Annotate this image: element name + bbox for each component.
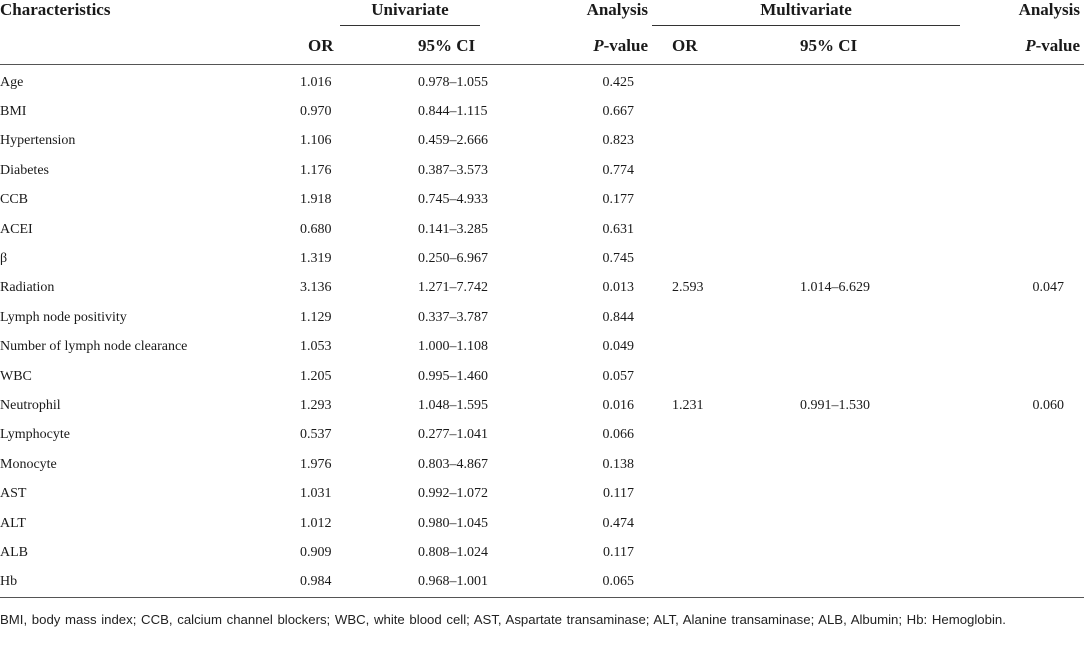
cell-multi-p-value [960, 244, 1084, 273]
cell-multi-ci [760, 568, 960, 598]
table-row [0, 568, 1084, 598]
cell-multi-or [652, 479, 760, 508]
cell-multi-p-value [960, 362, 1084, 391]
cell-or: 1.012 [300, 515, 332, 531]
cell-or: 1.053 [300, 339, 332, 355]
table-row [0, 127, 1084, 156]
cell-ci: 0.968–1.001 [388, 568, 512, 598]
cell-characteristic: Radiation [0, 280, 55, 296]
cell-or: 1.918 [300, 192, 332, 208]
cell-or: 3.136 [300, 280, 332, 296]
cell-or: 0.537 [300, 427, 332, 443]
table-row [0, 65, 1084, 98]
cell-ci: 0.141–3.285 [418, 221, 488, 237]
cell-p-value: 0.844 [602, 309, 634, 325]
cell-or: 0.680 [300, 221, 332, 237]
header-multivariate-group [652, 0, 960, 28]
header-multi-or: OR [672, 36, 698, 55]
cell-or: 1.176 [300, 162, 332, 178]
cell-multi-or [652, 127, 760, 156]
cell-ci: 0.978–1.055 [418, 74, 488, 90]
table-row [0, 156, 1084, 185]
cell-p-value: 0.138 [602, 456, 634, 472]
cell-multi-p-value [960, 333, 1084, 362]
table-row [0, 538, 1084, 567]
cell-multi-p-value [960, 303, 1084, 332]
header-multi-ci: 95% CI [800, 36, 858, 55]
cell-or: 1.016 [300, 74, 332, 90]
table-row [0, 479, 1084, 508]
cell-p-value: 0.631 [602, 221, 634, 237]
cell-ci: 0.387–3.573 [418, 162, 488, 178]
cell-multi-ci [760, 538, 960, 567]
header-multi-p-value [960, 28, 1084, 65]
table-row [0, 362, 1084, 391]
cell-or: 1.106 [300, 133, 332, 149]
table-row [0, 421, 1084, 450]
cell-characteristic: WBC [0, 368, 32, 384]
cell-multi-p-value [960, 450, 1084, 479]
cell-characteristic: BMI [0, 104, 27, 120]
cell-ci: 0.844–1.115 [418, 104, 488, 120]
cell-characteristic: Age [0, 74, 24, 90]
cell-or: 0.909 [300, 544, 332, 560]
table-row [0, 450, 1084, 479]
cell-multi-ci: 1.014–6.629 [800, 280, 870, 296]
cell-multi-ci [760, 186, 960, 215]
cell-ci: 0.250–6.967 [418, 251, 488, 267]
table-row [0, 303, 1084, 332]
cell-multi-p-value [960, 421, 1084, 450]
cell-ci: 0.277–1.041 [418, 427, 488, 443]
cell-ci: 0.995–1.460 [418, 368, 488, 384]
cell-multi-p-value [960, 538, 1084, 567]
cell-multi-ci [760, 127, 960, 156]
cell-multi-ci [760, 421, 960, 450]
cell-multi-or [652, 244, 760, 273]
cell-p-value: 0.016 [602, 397, 634, 413]
cell-multi-or [652, 450, 760, 479]
cell-characteristic: Hb [0, 568, 300, 598]
cell-multi-p-value [960, 186, 1084, 215]
cell-p-value: 0.049 [602, 339, 634, 355]
cell-characteristic: Diabetes [0, 162, 49, 178]
cell-p-value: 0.177 [602, 192, 634, 208]
cell-characteristic: ACEI [0, 221, 33, 237]
cell-p-value: 0.774 [602, 162, 634, 178]
header-analysis-multivariate: Analysis [1018, 0, 1080, 19]
cell-characteristic: Number of lymph node clearance [0, 339, 188, 355]
cell-p-value: 0.667 [602, 104, 634, 120]
cell-multi-or [652, 65, 760, 98]
cell-or: 1.319 [300, 251, 332, 267]
header-characteristics: Characteristics [0, 0, 111, 19]
cell-multi-ci [760, 362, 960, 391]
cell-multi-p-value [960, 479, 1084, 508]
cell-multi-ci [760, 450, 960, 479]
cell-characteristic: ALT [0, 515, 26, 531]
cell-multi-ci [760, 65, 960, 98]
cell-multi-ci: 0.991–1.530 [800, 397, 870, 413]
cell-characteristic: CCB [0, 192, 29, 208]
cell-multi-p-value: 0.060 [1032, 397, 1064, 413]
cell-multi-or [652, 362, 760, 391]
header-row-columns [0, 28, 1084, 65]
header-p-value [512, 28, 652, 65]
header-p-italic: P [593, 36, 604, 55]
cell-multi-ci [760, 333, 960, 362]
cell-characteristic: Lymph node positivity [0, 309, 127, 325]
cell-or: 1.293 [300, 397, 332, 413]
header-ci: 95% CI [418, 36, 476, 55]
cell-characteristic: Hypertension [0, 133, 76, 149]
table-row [0, 274, 1084, 303]
cell-ci: 0.459–2.666 [418, 133, 488, 149]
table-row [0, 215, 1084, 244]
cell-multi-or [652, 538, 760, 567]
cell-characteristic: AST [0, 486, 27, 502]
cell-p-value: 0.745 [602, 251, 634, 267]
cell-or: 1.129 [300, 309, 332, 325]
cell-multi-or [652, 421, 760, 450]
cell-characteristic: Monocyte [0, 456, 57, 472]
cell-multi-ci [760, 244, 960, 273]
table-row [0, 333, 1084, 362]
cell-multi-or [652, 509, 760, 538]
table-row [0, 391, 1084, 420]
cell-ci: 1.000–1.108 [418, 339, 488, 355]
cell-or: 0.970 [300, 104, 332, 120]
header-empty [0, 28, 300, 65]
table-row [0, 97, 1084, 126]
cell-p-value: 0.065 [512, 568, 652, 598]
cell-p-value: 0.013 [602, 280, 634, 296]
cell-multi-p-value [960, 156, 1084, 185]
cell-multi-or [652, 215, 760, 244]
cell-or: 0.984 [300, 568, 388, 598]
header-univariate: Univariate [340, 0, 480, 26]
cell-multi-p-value [960, 97, 1084, 126]
cell-p-value: 0.117 [603, 544, 634, 560]
cell-multi-or [652, 97, 760, 126]
cell-ci: 1.271–7.742 [418, 280, 488, 296]
cell-multi-p-value [960, 509, 1084, 538]
cell-multi-ci [760, 215, 960, 244]
cell-or: 1.031 [300, 486, 332, 502]
cell-multi-p-value: 0.047 [1032, 280, 1064, 296]
cell-multi-or: 1.231 [672, 397, 704, 413]
cell-multi-or [652, 568, 760, 598]
cell-multi-or: 2.593 [672, 280, 704, 296]
cell-multi-ci [760, 303, 960, 332]
cell-p-value: 0.474 [602, 515, 634, 531]
cell-ci: 0.808–1.024 [418, 544, 488, 560]
cell-or: 1.976 [300, 456, 332, 472]
cell-multi-ci [760, 156, 960, 185]
header-analysis-univariate: Analysis [586, 0, 648, 19]
cell-multi-or [652, 333, 760, 362]
cell-p-value: 0.823 [602, 133, 634, 149]
header-or: OR [308, 36, 334, 55]
cell-ci: 0.745–4.933 [418, 192, 488, 208]
table-body [0, 65, 1084, 598]
cell-p-value: 0.066 [602, 427, 634, 443]
cell-multi-or [652, 186, 760, 215]
cell-multi-p-value [960, 127, 1084, 156]
table-row [0, 509, 1084, 538]
header-row-groups [0, 0, 1084, 28]
cell-p-value: 0.057 [602, 368, 634, 384]
header-multi-p-italic: P [1025, 36, 1036, 55]
cell-multi-or [652, 156, 760, 185]
table-footnote: BMI, body mass index; CCB, calcium channel blockers; WBC, white blood cell; AST, Aspartate transaminase; ALT, Alanine transaminase; ALB, Albumin; Hb: Hemoglobin. [0, 612, 1006, 627]
cell-multi-ci [760, 479, 960, 508]
header-p-suffix: -value [603, 36, 648, 55]
cell-multi-or [652, 303, 760, 332]
table-row [0, 244, 1084, 273]
cell-multi-p-value [960, 568, 1084, 598]
cell-characteristic: Lymphocyte [0, 427, 70, 443]
cell-multi-ci [760, 509, 960, 538]
cell-ci: 1.048–1.595 [418, 397, 488, 413]
cell-ci: 0.992–1.072 [418, 486, 488, 502]
header-multivariate: Multivariate [652, 0, 960, 26]
header-univariate-group [300, 0, 512, 28]
table-header [0, 0, 1084, 65]
cell-or: 1.205 [300, 368, 332, 384]
cell-characteristic: ALB [0, 544, 28, 560]
cell-p-value: 0.425 [602, 74, 634, 90]
cell-characteristic: Neutrophil [0, 397, 61, 413]
header-multi-p-suffix: -value [1035, 36, 1080, 55]
cell-p-value: 0.117 [603, 486, 634, 502]
cell-characteristic: β [0, 251, 8, 267]
cell-multi-p-value [960, 65, 1084, 98]
cell-multi-ci [760, 97, 960, 126]
cell-ci: 0.337–3.787 [418, 309, 488, 325]
table-row [0, 186, 1084, 215]
cell-ci: 0.803–4.867 [418, 456, 488, 472]
cell-ci: 0.980–1.045 [418, 515, 488, 531]
cell-multi-p-value [960, 215, 1084, 244]
